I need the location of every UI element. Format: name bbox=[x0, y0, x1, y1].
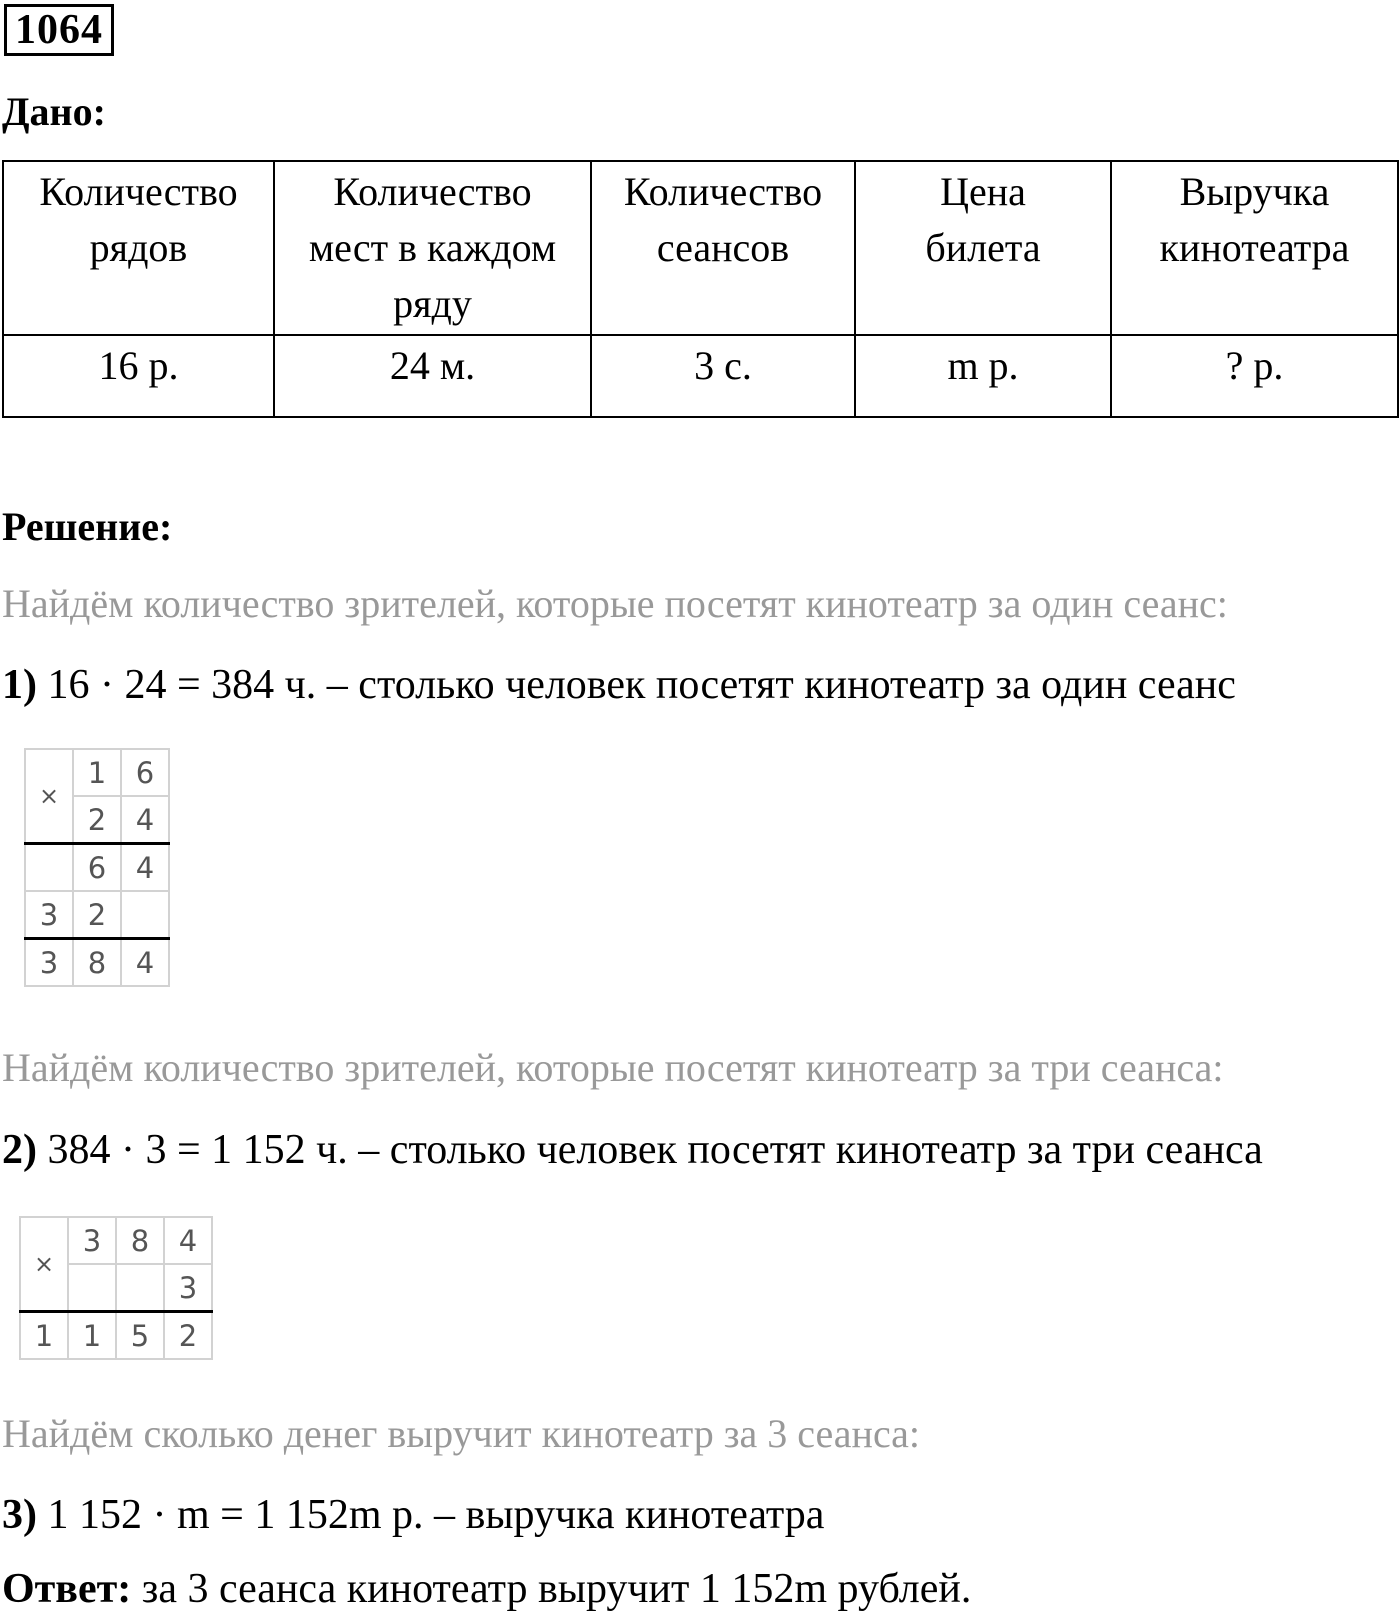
given-table bbox=[2, 160, 1399, 418]
step-1-text: 16 · 24 = 384 ч. – столько человек посетят кинотеатр за один сеанс bbox=[37, 662, 1236, 708]
header-ticket-price: Цена билета bbox=[855, 161, 1111, 335]
step-2-explanation: Найдём количество зрителей, которые посетят кинотеатр за три сеанса: bbox=[2, 1045, 1224, 1090]
calc-cell: 2 bbox=[164, 1312, 212, 1360]
calc-row bbox=[25, 891, 169, 939]
step-3-number: 3) bbox=[2, 1492, 37, 1538]
header-seats-per-row: Количество мест в каждом ряду bbox=[274, 161, 591, 335]
answer-label: Ответ: bbox=[2, 1566, 132, 1612]
calc-cell: 5 bbox=[116, 1312, 164, 1360]
step-1-explanation: Найдём количество зрителей, которые посетят кинотеатр за один сеанс: bbox=[2, 581, 1228, 626]
calc-cell: 3 bbox=[25, 939, 73, 987]
calc-cell: 4 bbox=[121, 796, 169, 844]
step-1-number: 1) bbox=[2, 662, 37, 708]
given-table-header-row bbox=[3, 161, 1398, 335]
solution-heading: Решение: bbox=[2, 504, 173, 549]
step-3-explanation: Найдём сколько денег выручит кинотеатр за 3 сеанса: bbox=[2, 1411, 921, 1456]
calc-cell: 3 bbox=[164, 1264, 212, 1312]
header-sessions-count: Количество сеансов bbox=[591, 161, 855, 335]
calc-cell: 1 bbox=[68, 1312, 116, 1360]
step-3-text: 1 152 · m = 1 152m р. – выручка кинотеатра bbox=[37, 1492, 825, 1538]
value-cinema-revenue: ? р. bbox=[1111, 335, 1398, 417]
value-sessions-count: 3 с. bbox=[591, 335, 855, 417]
given-table-values-row bbox=[3, 335, 1398, 417]
calc-cell: 4 bbox=[164, 1217, 212, 1264]
column-multiplication-1 bbox=[24, 748, 170, 987]
calc-cell: 1 bbox=[73, 749, 121, 796]
multiply-sign: × bbox=[25, 749, 73, 844]
calc-row bbox=[25, 844, 169, 892]
task-number: 1064 bbox=[4, 4, 114, 56]
calc-row bbox=[20, 1217, 212, 1264]
value-seats-per-row: 24 м. bbox=[274, 335, 591, 417]
header-cinema-revenue: Выручка кинотеатра bbox=[1111, 161, 1398, 335]
step-1 bbox=[2, 660, 1236, 710]
calc-cell: 1 bbox=[20, 1312, 68, 1360]
calc-cell bbox=[68, 1264, 116, 1312]
header-rows-count: Количество рядов bbox=[3, 161, 274, 335]
calc-cell bbox=[121, 891, 169, 939]
answer-text: за 3 сеанса кинотеатр выручит 1 152m рублей. bbox=[131, 1566, 972, 1612]
calc-cell: 2 bbox=[73, 891, 121, 939]
calc-cell: 8 bbox=[73, 939, 121, 987]
column-multiplication-2 bbox=[19, 1216, 213, 1360]
calc-cell: 4 bbox=[121, 844, 169, 892]
calc-row bbox=[25, 749, 169, 796]
calc-cell bbox=[116, 1264, 164, 1312]
calc-cell: 8 bbox=[116, 1217, 164, 1264]
calc-cell: 4 bbox=[121, 939, 169, 987]
calc-cell bbox=[25, 844, 73, 892]
calc-cell: 2 bbox=[73, 796, 121, 844]
calc-cell: 6 bbox=[121, 749, 169, 796]
step-2-text: 384 · 3 = 1 152 ч. – столько человек посетят кинотеатр за три сеанса bbox=[37, 1127, 1263, 1173]
calc-row bbox=[20, 1312, 212, 1360]
step-2 bbox=[2, 1125, 1263, 1175]
value-rows-count: 16 р. bbox=[3, 335, 274, 417]
calc-cell: 3 bbox=[68, 1217, 116, 1264]
given-heading: Дано: bbox=[2, 89, 106, 134]
calc-cell: 3 bbox=[25, 891, 73, 939]
step-2-number: 2) bbox=[2, 1127, 37, 1173]
calc-row bbox=[25, 939, 169, 987]
answer bbox=[2, 1564, 971, 1614]
calc-cell: 6 bbox=[73, 844, 121, 892]
value-ticket-price: m р. bbox=[855, 335, 1111, 417]
step-3 bbox=[2, 1490, 824, 1540]
multiply-sign: × bbox=[20, 1217, 68, 1312]
